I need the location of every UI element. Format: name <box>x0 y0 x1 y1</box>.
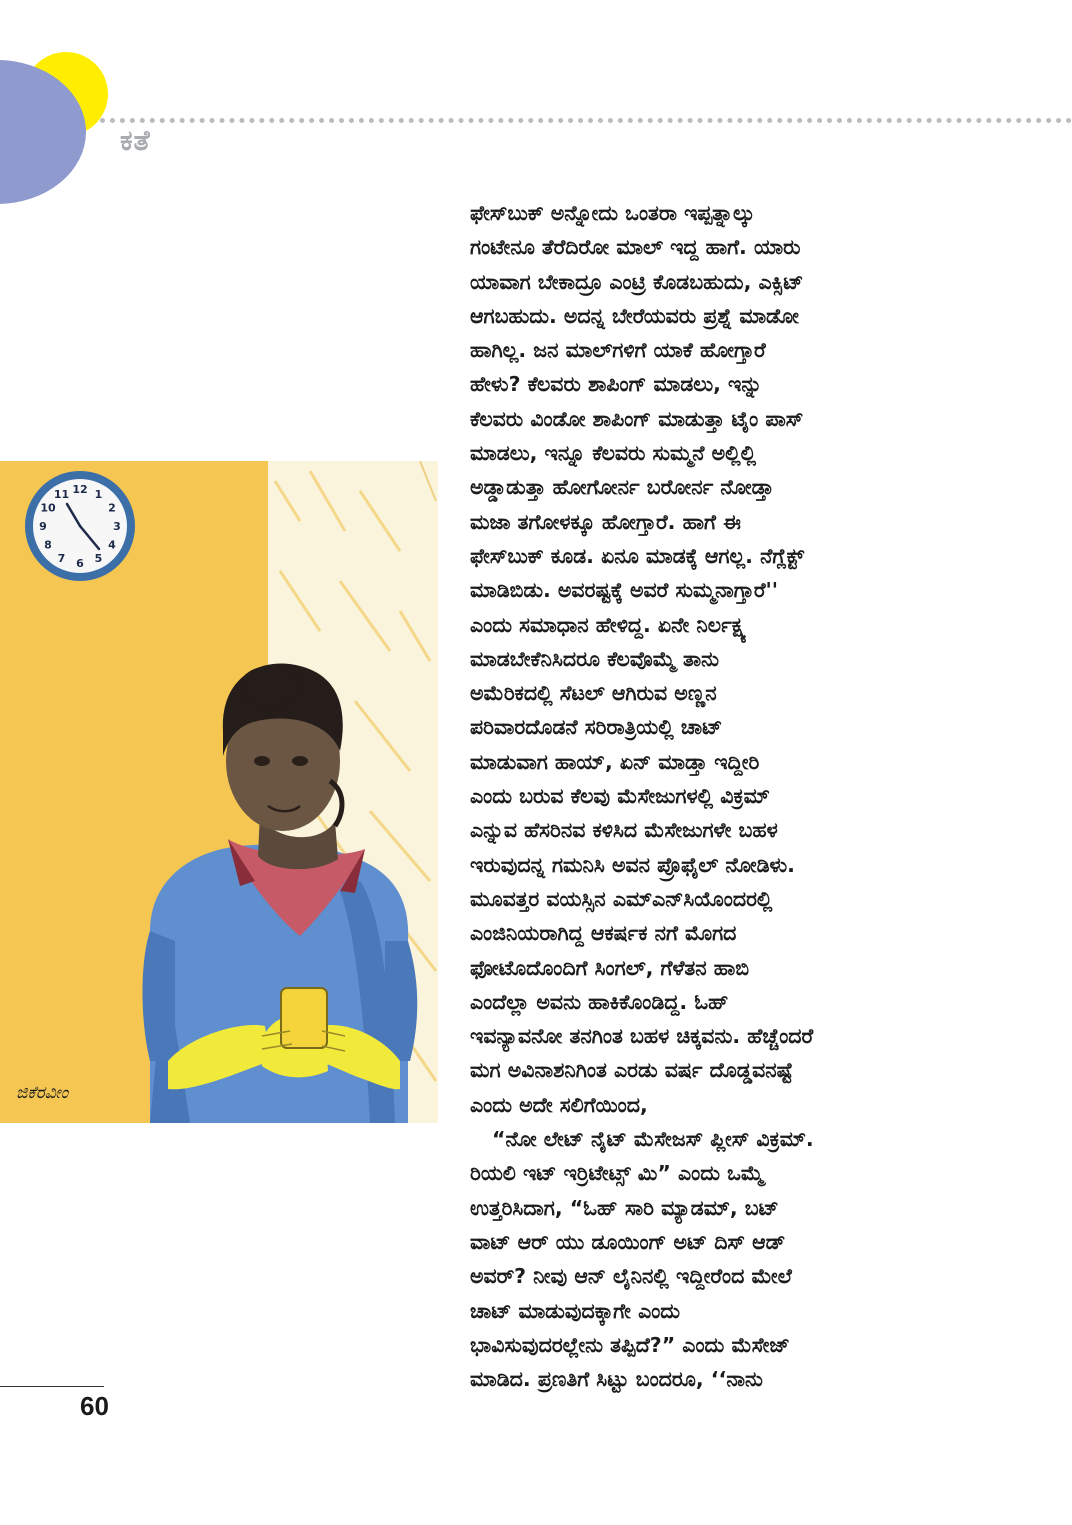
clock-numeral: 2 <box>108 501 116 515</box>
clock-numeral: 6 <box>76 557 84 570</box>
story-line: ಅಡ್ಡಾಡುತ್ತಾ ಹೋಗೋರ್ನ ಬರೋರ್ನ ನೋಡ್ತಾ <box>470 475 774 500</box>
clock-numeral: 7 <box>57 552 66 565</box>
story-line: ಪರಿವಾರದೊಡನೆ ಸರಿರಾತ್ರಿಯಲ್ಲಿ ಚಾಟ್ <box>470 715 723 740</box>
story-line: ಗಂಟೇನೂ ತೆರೆದಿರೋ ಮಾಲ್ ಇದ್ದ ಹಾಗೆ. ಯಾರು <box>470 235 801 260</box>
story-line: ಮಾಡಲು, ಇನ್ನೂ ಕೆಲವರು ಸುಮ್ಮನೆ ಅಲ್ಲಿಲ್ಲಿ <box>470 441 757 466</box>
story-line: ಯಾವಾಗ ಬೇಕಾದ್ರೂ ಎಂಟ್ರಿ ಕೊಡಬಹುದು, ಎಕ್ಸಿಟ್ <box>470 269 804 294</box>
clock-numeral: 1 <box>94 488 103 501</box>
clock-numeral: 9 <box>39 520 47 533</box>
story-line: ಹೇಳು? ಕೆಲವರು ಶಾಪಿಂಗ್ ಮಾಡಲು, ಇನ್ನು <box>470 372 763 397</box>
story-line: ಕೆಲವರು ವಿಂಡೋ ಶಾಪಿಂಗ್ ಮಾಡುತ್ತಾ ಟೈಂ ಪಾಸ್ <box>470 406 804 431</box>
story-line: ಎಂದು ಬರುವ ಕೆಲವು ಮೆಸೇಜುಗಳಲ್ಲಿ ವಿಕ್ರಮ್ <box>470 784 770 809</box>
story-line: ಎಂದು ಅದೇ ಸಲಿಗೆಯಿಂದ, <box>470 1092 648 1117</box>
story-line: ಮಾಡುವಾಗ ಹಾಯ್, ಏನ್ ಮಾಡ್ತಾ ಇದ್ದೀರಿ <box>470 749 760 774</box>
story-body <box>470 196 910 1396</box>
clock-numeral: 12 <box>72 483 88 496</box>
story-line: ಭಾವಿಸುವುದರಲ್ಲೇನು ತಪ್ಪಿದೆ?” ಎಂದು ಮೆಸೇಜ್ <box>470 1332 790 1357</box>
story-line: ವಾಟ್ ಆರ್ ಯು ಡೂಯಿಂಗ್ ಅಟ್ ದಿಸ್ ಆಡ್ <box>470 1229 786 1254</box>
story-line: ಎಂದು ಸಮಾಧಾನ ಹೇಳಿದ್ದ. ಏನೇ ನಿರ್ಲಕ್ಷ್ಯ <box>470 612 747 637</box>
story-line: ಇರುವುದನ್ನ ಗಮನಿಸಿ ಅವನ ಪ್ರೊಫೈಲ್ ನೋಡಿಳು. <box>470 852 795 877</box>
story-line: ಉತ್ತರಿಸಿದಾಗ, “ಓಹ್ ಸಾರಿ ಮ್ಯಾಡಮ್, ಬಟ್ <box>470 1195 779 1220</box>
clock-numeral: 5 <box>94 552 103 565</box>
story-line: ಎಂದೆಲ್ಲಾ ಅವನು ಹಾಕಿಕೊಂಡಿದ್ದ. ಓಹ್ <box>470 989 729 1014</box>
story-line: ಮಗ ಅವಿನಾಶನಿಗಿಂತ ಎರಡು ವರ್ಷ ದೊಡ್ಡವನಷ್ಟೆ <box>470 1058 793 1083</box>
clock-numeral: 8 <box>44 538 52 552</box>
clock-drawing <box>25 471 135 581</box>
story-line: ಇವನ್ಯಾವನೋ ತನಗಿಂತ ಬಹಳ ಚಿಕ್ಕವನು. ಹೆಚ್ಚೆಂದರೆ <box>470 1024 814 1049</box>
story-line: ಅಮೆರಿಕದಲ್ಲಿ ಸೆಟಲ್ ಆಗಿರುವ ಅಣ್ಣನ <box>470 681 717 706</box>
story-line: ಫೇಸ್‌ಬುಕ್ ಕೂಡ. ಏನೂ ಮಾಡಕ್ಕೆ ಆಗಲ್ಲ. ನೆಗ್ಲೆಕ್ಟ್ <box>470 543 805 568</box>
artist-signature: ಜಿಕೆರವೀಂ <box>16 1083 69 1103</box>
section-label: ಕತೆ <box>120 124 151 157</box>
story-line: ಅವರ್? ನೀವು ಆನ್ ಲೈನಿನಲ್ಲಿ ಇದ್ದೀರೆಂದ ಮೇಲೆ <box>470 1264 792 1289</box>
story-line: ಚಾಟ್ ಮಾಡುವುದಕ್ಕಾಗೇ ಎಂದು <box>470 1298 681 1323</box>
page-number: 60 <box>80 1391 109 1421</box>
story-illustration <box>0 461 438 1123</box>
clock-numeral: 3 <box>113 520 121 533</box>
story-line: ಎನ್ನುವ ಹೆಸರಿನವ ಕಳಿಸಿದ ಮೆಸೇಜುಗಳೇ ಬಹಳ <box>470 818 778 843</box>
clock-numeral: 11 <box>53 488 70 501</box>
story-line: ಮಾಡಿದ. ಪ್ರಣತಿಗೆ ಸಿಟ್ಟು ಬಂದರೂ, ‘‘ನಾನು <box>470 1367 763 1392</box>
story-line: ರಿಯಲಿ ಇಟ್ ಇರ್ರಿಟೇಟ್ಸ್ ಮಿ” ಎಂದು ಒಮ್ಮೆ <box>470 1161 765 1186</box>
story-line: ಫೋಟೊದೊಂದಿಗೆ ಸಿಂಗಲ್, ಗೆಳೆತನ ಹಾಬಿ <box>470 955 750 980</box>
story-line: ಎಂಜಿನಿಯರಾಗಿದ್ದ ಆಕರ್ಷಕ ನಗೆ ಮೊಗದ <box>470 921 737 946</box>
story-line: “ನೋ ಲೇಟ್ ನೈಟ್ ಮೆಸೇಜಸ್ ಪ್ಲೀಸ್ ವಿಕ್ರಮ್. <box>492 1127 814 1152</box>
story-line: ಹಾಗಿಲ್ಲ. ಜನ ಮಾಲ್‌ಗಳಿಗೆ ಯಾಕೆ ಹೋಗ್ತಾರೆ <box>470 338 766 363</box>
story-line: ಮಾಡಿಬಿಡು. ಅವರಷ್ಟಕ್ಕೆ ಅವರೆ ಸುಮ್ಮನಾಗ್ತಾರೆ'' <box>470 578 779 603</box>
clock-numeral: 10 <box>40 501 56 515</box>
story-line: ಮಾಡಬೇಕೆನಿಸಿದರೂ ಕೆಲವೊಮ್ಮೆ ತಾನು <box>470 646 719 671</box>
footer-rule <box>0 1386 104 1387</box>
clock-numeral: 4 <box>108 538 116 552</box>
story-line: ಫೇಸ್‌ಬುಕ್ ಅನ್ನೋದು ಒಂತರಾ ಇಪ್ಪತ್ನಾಲ್ಕು <box>470 201 755 225</box>
story-line: ಆಗಬಹುದು. ಅದನ್ನ ಬೇರೆಯವರು ಪ್ರಶ್ನೆ ಮಾಡೋ <box>470 303 799 328</box>
header-dotted-rule <box>100 118 1072 123</box>
story-line: ಮೂವತ್ತರ ವಯಸ್ಸಿನ ಎಮ್‌ಎನ್‌ಸಿಯೊಂದರಲ್ಲಿ <box>470 886 773 911</box>
story-line: ಮಜಾ ತಗೋಳಕ್ಕೂ ಹೋಗ್ತಾರೆ. ಹಾಗೆ ಈ <box>470 509 741 534</box>
